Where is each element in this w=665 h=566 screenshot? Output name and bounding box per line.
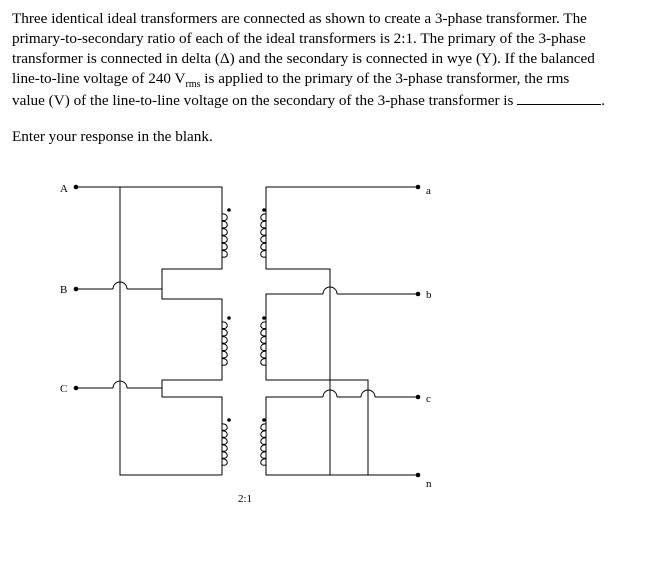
question-line-2: primary-to-secondary ratio of each of the ideal transformers is 2:1. The primary of the 3-phase [12, 30, 586, 47]
secondary-coil-3 [261, 424, 266, 466]
terminal-b-dot [74, 287, 79, 292]
ratio-label: 2:1 [238, 493, 253, 505]
terminal-n-dot [416, 473, 421, 478]
primary-winding-2-leads [127, 289, 222, 388]
terminal-c-dot [74, 386, 79, 391]
secondary-coil-1 [261, 214, 266, 258]
rms-subscript: rms [185, 79, 201, 90]
question-line-4a: line-to-line voltage of 240 V [12, 70, 186, 87]
polarity-dot [227, 208, 231, 212]
terminal-a-dot [74, 185, 79, 190]
coils-group [222, 214, 266, 466]
primary-coil-1 [222, 214, 227, 258]
question-line-5-text: value (V) of the line-to-line voltage on the secondary of the 3-phase transformer is [12, 92, 514, 109]
primary-left-bus [120, 187, 222, 475]
label-c: c [426, 393, 431, 405]
question-line-4b: is applied to the primary of the 3-phase transformer, the rms [200, 70, 570, 87]
primary-line-a [76, 187, 222, 289]
secondary-coil-2 [261, 322, 266, 366]
secondary-phase-a [266, 187, 418, 475]
primary-coil-2 [222, 322, 227, 366]
polarity-dot [262, 316, 266, 320]
terminal-a-secondary-dot [416, 185, 421, 190]
polarity-dot [262, 208, 266, 212]
label-b: b [426, 289, 432, 301]
primary-winding-3-leads [162, 388, 222, 475]
primary-line-b [76, 285, 162, 289]
question-line-3: transformer is connected in delta (Δ) and the secondary is connected in wye (Y). If the balanced [12, 50, 595, 67]
secondary-phase-b [266, 294, 368, 475]
terminal-b-secondary-dot [416, 292, 421, 297]
label-B: B [60, 284, 68, 296]
terminal-c-secondary-dot [416, 395, 421, 400]
question-line-1: Three identical ideal transformers are connected as shown to create a 3-phase transformer. The [12, 10, 587, 27]
instruction-text: Enter your response in the blank. [12, 128, 213, 145]
polarity-dot [262, 418, 266, 422]
label-C: C [60, 383, 68, 395]
secondary-phase-c-neutral [266, 397, 418, 475]
label-A: A [60, 183, 68, 195]
label-n: n [426, 478, 432, 490]
label-a: a [426, 185, 431, 197]
polarity-dot [227, 316, 231, 320]
polarity-dot [227, 418, 231, 422]
primary-coil-3 [222, 424, 227, 466]
question-line-5-end: . [601, 92, 606, 109]
